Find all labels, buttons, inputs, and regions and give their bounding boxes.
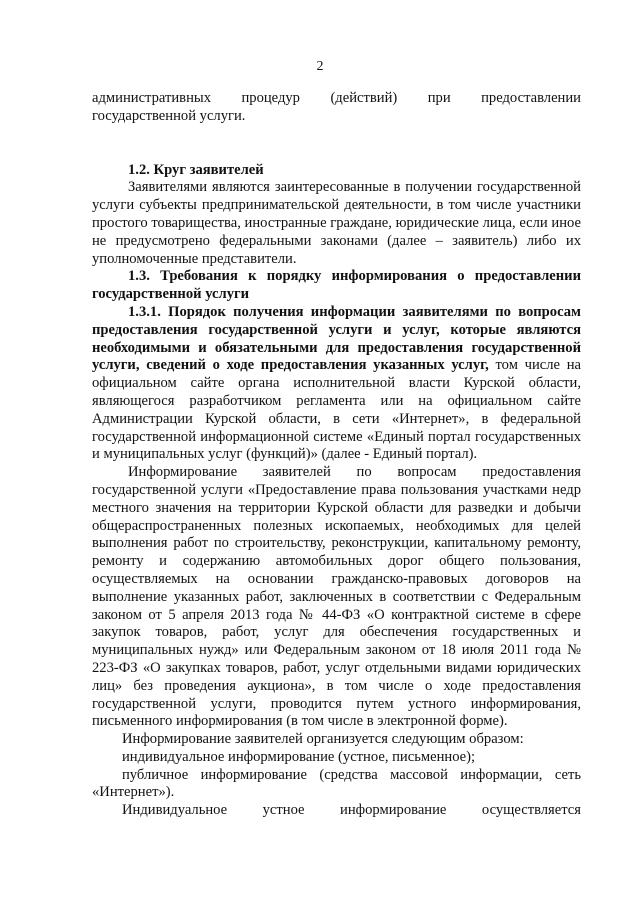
section-1-3-1-paragraph — [92, 304, 581, 464]
intro-line-2: государственной услуги. — [92, 107, 246, 124]
section-1-3-1-bold-text: 1.3.1. Порядок получения информации заявителями по вопросам предоставления государственной услуги и услуг, которые являются необходимыми и обязательными для предоставления государственной услуги, сведений о ходе предоставления указанных услуг, — [92, 303, 581, 374]
document-body — [92, 90, 581, 820]
section-1-3-heading-text: 1.3. Требования к порядку информирования о предоставлении государственной услуги — [92, 268, 581, 303]
page-number: 2 — [316, 59, 324, 74]
section-1-2-heading-text: 1.2. Круг заявителей — [128, 161, 264, 178]
intro-line-1: административных процедур (действий) при предоставлении — [92, 90, 581, 106]
section-1-2-paragraph: Заявителями являются заинтересованные в получении государственной услуги субъекты предпринимательской деятельности, в том числе участники простого товарищества, иностранные граждане, юридические лица, если иное не предусмотрено федеральными законами (далее – заявитель) либо их уполномоченные представители. — [92, 179, 581, 267]
public-informing-paragraph: публичное информирование (средства массовой информации, сеть «Интернет»). — [92, 766, 581, 801]
section-1-2-heading — [92, 162, 581, 180]
individual-informing-paragraph: индивидуальное информирование (устное, письменное); — [122, 748, 476, 765]
last-line-paragraph: Индивидуальное устное информирование осуществляется — [122, 802, 581, 819]
section-1-3-heading — [92, 268, 581, 304]
informing-paragraph: Информирование заявителей по вопросам предоставления государственной услуги «Предоставление права пользования участками недр местного значения на территории Курской области для разведки и добычи общераспространенных полезных ископаемых, необходимых для целей выполнения работ по строительству, реконструкции, капитальному ремонту, ремонту и содержанию автомобильных дорог общего пользования, осуществляемых на основании гражданско-правовых договоров на выполнение указанных работ, заключенных в соответствии с Федеральным законом от 5 апреля 2013 года № 44-ФЗ «О контрактной системе в сфере закупок товаров, работ, услуг для обеспечения государственных и муниципальных нужд» или Федеральным законом от 18 июля 2011 года № 223-ФЗ «О закупках товаров, работ, услуг отдельными видами юридических лиц» без проведения аукциона», в том числе о ходе предоставления государственной услуги, проводится путем устного информирования, письменного информирования (в том числе в электронной форме). — [92, 464, 581, 730]
section-1-3-1-rest-text: том числе на официальном сайте органа исполнительной власти Курской области, являющегося разработчиком регламента или на официальном сайте Администрации Курской области, в сети «Интернет», в федеральной государственной информационной системе «Единый портал государственных и муниципальных услуг (функций)» (далее - Единый портал). — [92, 357, 582, 463]
informing-organization-paragraph: Информирование заявителей организуется следующим образом: — [122, 731, 524, 748]
